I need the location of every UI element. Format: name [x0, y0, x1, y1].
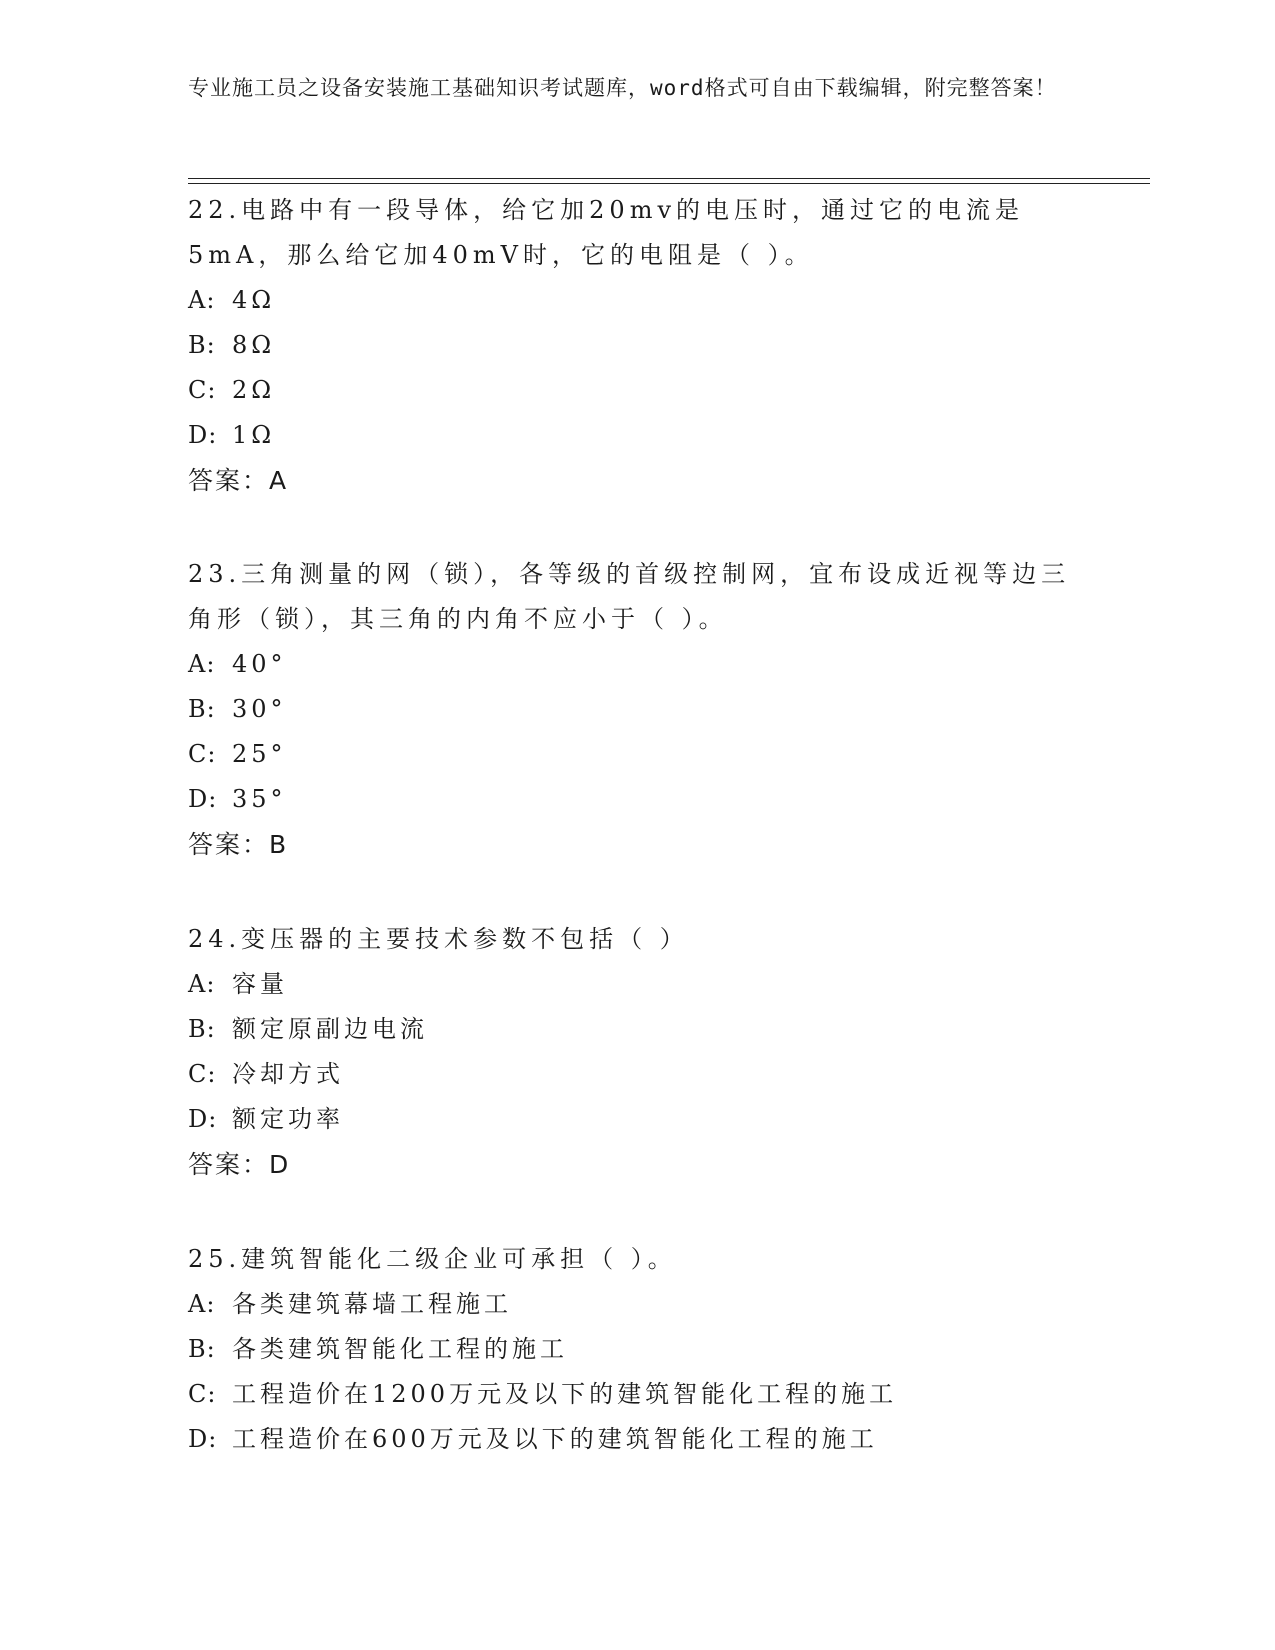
option-value: 40° — [232, 650, 287, 678]
option-c — [188, 732, 1088, 777]
option-value: 2Ω — [232, 376, 276, 404]
question-text: 25.建筑智能化二级企业可承担（ ）。 — [188, 1245, 677, 1273]
option-value: 4Ω — [232, 286, 276, 314]
option-value: 工程造价在1200万元及以下的建筑智能化工程的施工 — [232, 1380, 898, 1408]
option-key: D: — [188, 1105, 218, 1133]
option-a — [188, 1282, 1088, 1327]
option-key: C: — [188, 1380, 217, 1408]
option-c — [188, 1372, 1088, 1417]
question-25 — [188, 1237, 1088, 1462]
option-a — [188, 278, 1088, 323]
option-d — [188, 413, 1088, 458]
option-d — [188, 1417, 1088, 1462]
option-value: 各类建筑幕墙工程施工 — [232, 1290, 512, 1318]
option-value: 35° — [232, 785, 287, 813]
option-value: 25° — [232, 740, 287, 768]
option-key: C: — [188, 740, 217, 768]
answer-line: 答案：D — [188, 1150, 291, 1179]
option-key: D: — [188, 421, 218, 449]
option-b — [188, 1327, 1088, 1372]
option-key: C: — [188, 1060, 217, 1088]
option-b — [188, 323, 1088, 368]
header-divider-top — [188, 178, 1150, 179]
option-key: B: — [188, 1015, 216, 1043]
option-d — [188, 777, 1088, 822]
option-value: 冷却方式 — [232, 1060, 344, 1088]
option-b — [188, 687, 1088, 732]
option-value: 1Ω — [232, 421, 276, 449]
option-key: A: — [188, 1290, 216, 1318]
question-text: 23.三角测量的网（锁），各等级的首级控制网，宜布设成近视等边三角形（锁），其三角的内角不应小于（ ）。 — [188, 560, 1071, 633]
option-value: 额定原副边电流 — [232, 1015, 428, 1043]
question-text: 22.电路中有一段导体，给它加20mv的电压时，通过它的电流是5mA，那么给它加40mV时，它的电阻是（ ）。 — [188, 196, 1025, 269]
answer-line: 答案：B — [188, 830, 289, 859]
option-d — [188, 1097, 1088, 1142]
option-key: A: — [188, 286, 216, 314]
option-key: B: — [188, 331, 216, 359]
option-value: 工程造价在600万元及以下的建筑智能化工程的施工 — [232, 1425, 878, 1453]
option-key: A: — [188, 650, 216, 678]
option-key: B: — [188, 695, 216, 723]
option-c — [188, 1052, 1088, 1097]
option-value: 容量 — [232, 970, 288, 998]
option-key: D: — [188, 1425, 218, 1453]
option-key: B: — [188, 1335, 216, 1363]
option-c — [188, 368, 1088, 413]
document-header: 专业施工员之设备安装施工基础知识考试题库，word格式可自由下载编辑，附完整答案！ — [188, 76, 1057, 100]
header-divider-bottom — [188, 183, 1150, 184]
option-value: 额定功率 — [232, 1105, 344, 1133]
option-a — [188, 642, 1088, 687]
option-key: C: — [188, 376, 217, 404]
option-b — [188, 1007, 1088, 1052]
option-value: 30° — [232, 695, 287, 723]
question-23 — [188, 552, 1088, 867]
option-a — [188, 962, 1088, 1007]
option-key: A: — [188, 970, 216, 998]
option-value: 8Ω — [232, 331, 276, 359]
question-22 — [188, 188, 1088, 503]
option-key: D: — [188, 785, 218, 813]
question-text: 24.变压器的主要技术参数不包括（ ） — [188, 925, 689, 953]
option-value: 各类建筑智能化工程的施工 — [232, 1335, 568, 1363]
question-24 — [188, 917, 1088, 1187]
answer-line: 答案：A — [188, 466, 289, 495]
